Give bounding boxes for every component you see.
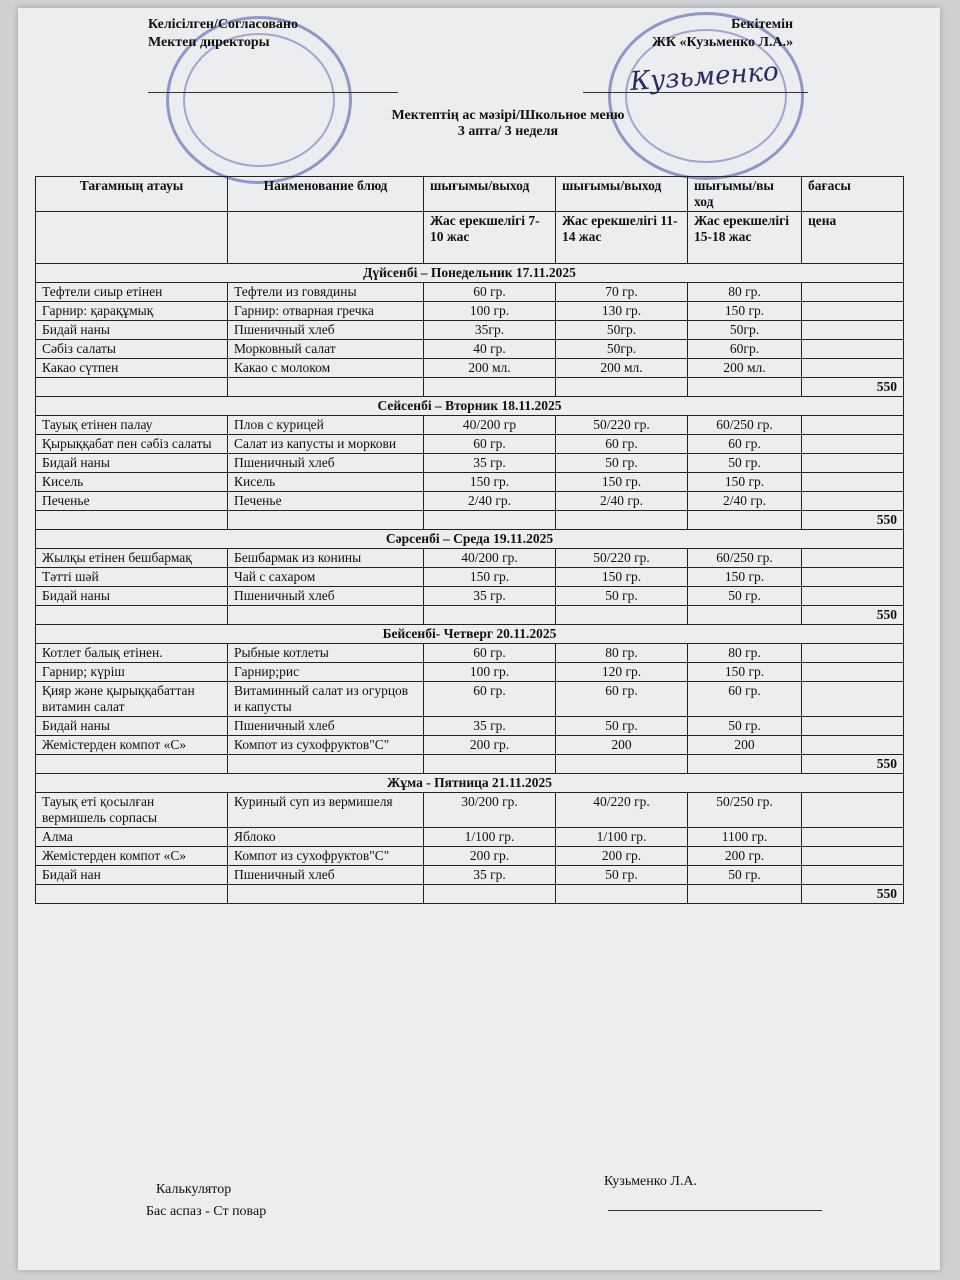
price-label: цена — [802, 212, 904, 264]
table-row — [36, 283, 904, 302]
day-header-row — [36, 625, 904, 644]
output-11-14: 80 гр. — [556, 644, 688, 663]
output-11-14: 50гр. — [556, 321, 688, 340]
day-title: Дүйсенбі – Понедельник 17.11.2025 — [36, 264, 904, 283]
menu-title-line2: 3 апта/ 3 неделя — [457, 124, 559, 139]
price-cell — [802, 549, 904, 568]
output-15-18: 150 гр. — [688, 663, 802, 682]
output-15-18: 60/250 гр. — [688, 549, 802, 568]
output-15-18: 50гр. — [688, 321, 802, 340]
approve-label: Бекітемін — [731, 17, 794, 32]
table-row — [36, 847, 904, 866]
table-row — [36, 302, 904, 321]
output-7-10: 100 гр. — [424, 302, 556, 321]
day-total-price: 550 — [802, 511, 904, 530]
approval-left — [148, 16, 298, 52]
output-7-10: 40/200 гр — [424, 416, 556, 435]
output-15-18: 60 гр. — [688, 435, 802, 454]
table-row — [36, 682, 904, 717]
dish-name-ru: Рыбные котлеты — [228, 644, 424, 663]
dish-name-ru: Пшеничный хлеб — [228, 717, 424, 736]
dish-name-ru: Гарнир: отварная гречка — [228, 302, 424, 321]
dish-name-ru: Куриный суп из вермишеля — [228, 793, 424, 828]
price-cell — [802, 435, 904, 454]
dish-name-kz: Бидай наны — [36, 454, 228, 473]
menu-table — [35, 176, 904, 904]
col-output-2: шығымы/выход — [556, 177, 688, 212]
dish-name-kz: Печенье — [36, 492, 228, 511]
day-total-row — [36, 378, 904, 397]
price-cell — [802, 302, 904, 321]
output-11-14: 200 — [556, 736, 688, 755]
table-row — [36, 416, 904, 435]
day-total-row — [36, 511, 904, 530]
output-15-18: 60гр. — [688, 340, 802, 359]
output-7-10: 60 гр. — [424, 644, 556, 663]
output-7-10: 30/200 гр. — [424, 793, 556, 828]
col-price: бағасы — [802, 177, 904, 212]
dish-name-ru: Пшеничный хлеб — [228, 454, 424, 473]
price-cell — [802, 473, 904, 492]
output-7-10: 40/200 гр. — [424, 549, 556, 568]
output-11-14: 200 мл. — [556, 359, 688, 378]
menu-body — [36, 264, 904, 904]
day-title: Бейсенбі- Четверг 20.11.2025 — [36, 625, 904, 644]
dish-name-ru: Плов с курицей — [228, 416, 424, 435]
day-header-row — [36, 530, 904, 549]
output-7-10: 35 гр. — [424, 717, 556, 736]
signer-line — [608, 1210, 822, 1211]
price-cell — [802, 359, 904, 378]
director-signature-line — [148, 92, 398, 93]
menu-title-line1: Мектептің ас мәзірі/Школьное меню — [391, 108, 625, 123]
output-11-14: 60 гр. — [556, 682, 688, 717]
output-7-10: 200 гр. — [424, 847, 556, 866]
output-15-18: 60 гр. — [688, 682, 802, 717]
price-cell — [802, 736, 904, 755]
dish-name-kz: Гарнир: қарақұмық — [36, 302, 228, 321]
day-title: Сейсенбі – Вторник 18.11.2025 — [36, 397, 904, 416]
table-row — [36, 549, 904, 568]
table-row — [36, 717, 904, 736]
school-director-label: Мектеп директоры — [148, 35, 270, 50]
table-row — [36, 435, 904, 454]
dish-name-ru: Пшеничный хлеб — [228, 321, 424, 340]
dish-name-kz: Тефтели сиыр етінен — [36, 283, 228, 302]
dish-name-kz: Тауық етінен палау — [36, 416, 228, 435]
table-row — [36, 793, 904, 828]
table-row — [36, 644, 904, 663]
table-row — [36, 663, 904, 682]
dish-name-ru: Морковный салат — [228, 340, 424, 359]
price-cell — [802, 283, 904, 302]
price-cell — [802, 828, 904, 847]
output-11-14: 50/220 гр. — [556, 416, 688, 435]
output-11-14: 50 гр. — [556, 454, 688, 473]
dish-name-kz: Бидай наны — [36, 321, 228, 340]
col-output-1: шығымы/выход — [424, 177, 556, 212]
dish-name-kz: Жемістерден компот «С» — [36, 847, 228, 866]
output-15-18: 60/250 гр. — [688, 416, 802, 435]
day-header-row — [36, 397, 904, 416]
dish-name-ru: Пшеничный хлеб — [228, 587, 424, 606]
table-row — [36, 866, 904, 885]
col-name-kz: Тағамның атауы — [36, 177, 228, 212]
age-group-7-10: Жас ерекшелігі 7-10 жас — [424, 212, 556, 264]
output-7-10: 100 гр. — [424, 663, 556, 682]
output-15-18: 50 гр. — [688, 866, 802, 885]
dish-name-ru: Компот из сухофруктов"С" — [228, 736, 424, 755]
output-7-10: 35гр. — [424, 321, 556, 340]
dish-name-kz: Жемістерден компот «С» — [36, 736, 228, 755]
output-7-10: 200 мл. — [424, 359, 556, 378]
day-total-row — [36, 755, 904, 774]
dish-name-ru: Гарнир;рис — [228, 663, 424, 682]
dish-name-kz: Бидай наны — [36, 587, 228, 606]
dish-name-kz: Бидай наны — [36, 717, 228, 736]
menu-title — [318, 108, 698, 140]
output-15-18: 200 мл. — [688, 359, 802, 378]
dish-name-kz: Сәбіз салаты — [36, 340, 228, 359]
price-cell — [802, 644, 904, 663]
output-11-14: 50 гр. — [556, 866, 688, 885]
output-15-18: 150 гр. — [688, 568, 802, 587]
price-cell — [802, 492, 904, 511]
price-cell — [802, 416, 904, 435]
output-11-14: 150 гр. — [556, 568, 688, 587]
table-row — [36, 736, 904, 755]
header-row — [36, 177, 904, 212]
price-cell — [802, 321, 904, 340]
price-cell — [802, 793, 904, 828]
dish-name-kz: Жылқы етінен бешбармақ — [36, 549, 228, 568]
output-15-18: 200 — [688, 736, 802, 755]
day-header-row — [36, 264, 904, 283]
output-15-18: 50 гр. — [688, 454, 802, 473]
output-15-18: 50 гр. — [688, 587, 802, 606]
dish-name-ru: Тефтели из говядины — [228, 283, 424, 302]
table-row — [36, 568, 904, 587]
table-row — [36, 359, 904, 378]
dish-name-ru: Яблоко — [228, 828, 424, 847]
output-7-10: 35 гр. — [424, 587, 556, 606]
dish-name-kz: Қырыққабат пен сәбіз салаты — [36, 435, 228, 454]
output-7-10: 150 гр. — [424, 568, 556, 587]
output-11-14: 1/100 гр. — [556, 828, 688, 847]
dish-name-ru: Бешбармак из конины — [228, 549, 424, 568]
output-11-14: 150 гр. — [556, 473, 688, 492]
dish-name-ru: Кисель — [228, 473, 424, 492]
price-cell — [802, 340, 904, 359]
dish-name-kz: Алма — [36, 828, 228, 847]
table-row — [36, 492, 904, 511]
age-group-15-18: Жас ерекшелігі 15-18 жас — [688, 212, 802, 264]
dish-name-ru: Пшеничный хлеб — [228, 866, 424, 885]
signer-name: Кузьменко Л.А. — [604, 1174, 697, 1189]
dish-name-ru: Витаминный салат из огурцов и капусты — [228, 682, 424, 717]
output-15-18: 2/40 гр. — [688, 492, 802, 511]
dish-name-kz: Котлет балық етінен. — [36, 644, 228, 663]
output-7-10: 150 гр. — [424, 473, 556, 492]
output-11-14: 50 гр. — [556, 587, 688, 606]
output-11-14: 120 гр. — [556, 663, 688, 682]
dish-name-kz: Кисель — [36, 473, 228, 492]
day-total-price: 550 — [802, 606, 904, 625]
price-cell — [802, 454, 904, 473]
output-7-10: 35 гр. — [424, 454, 556, 473]
handwritten-signature: Кузьменко — [629, 56, 780, 98]
col-name-ru: Наименование блюд — [228, 177, 424, 212]
day-total-row — [36, 885, 904, 904]
table-row — [36, 828, 904, 847]
head-cook-label: Бас аспаз - Ст повар — [146, 1204, 267, 1219]
output-15-18: 150 гр. — [688, 302, 802, 321]
day-header-row — [36, 774, 904, 793]
subheader-row — [36, 212, 904, 264]
output-7-10: 60 гр. — [424, 682, 556, 717]
price-cell — [802, 663, 904, 682]
output-15-18: 50/250 гр. — [688, 793, 802, 828]
dish-name-ru: Чай с сахаром — [228, 568, 424, 587]
day-total-row — [36, 606, 904, 625]
dish-name-kz: Какао сүтпен — [36, 359, 228, 378]
table-row — [36, 587, 904, 606]
dish-name-ru: Салат из капусты и моркови — [228, 435, 424, 454]
price-cell — [802, 587, 904, 606]
output-15-18: 50 гр. — [688, 717, 802, 736]
day-total-price: 550 — [802, 755, 904, 774]
price-cell — [802, 847, 904, 866]
output-15-18: 1100 гр. — [688, 828, 802, 847]
price-cell — [802, 568, 904, 587]
table-row — [36, 473, 904, 492]
day-title: Жұма - Пятница 21.11.2025 — [36, 774, 904, 793]
price-cell — [802, 866, 904, 885]
output-15-18: 150 гр. — [688, 473, 802, 492]
entrepreneur-label: ЖК «Кузьменко Л.А.» — [652, 35, 794, 50]
output-11-14: 40/220 гр. — [556, 793, 688, 828]
output-7-10: 35 гр. — [424, 866, 556, 885]
agreed-label: Келісілген/Согласовано — [148, 17, 298, 32]
output-7-10: 1/100 гр. — [424, 828, 556, 847]
output-11-14: 50/220 гр. — [556, 549, 688, 568]
table-row — [36, 454, 904, 473]
dish-name-ru: Какао с молоком — [228, 359, 424, 378]
output-11-14: 50 гр. — [556, 717, 688, 736]
output-7-10: 2/40 гр. — [424, 492, 556, 511]
output-7-10: 60 гр. — [424, 283, 556, 302]
dish-name-kz: Тауық еті қосылған вермишель сорпасы — [36, 793, 228, 828]
dish-name-kz: Қияр және қырыққабаттан витамин салат — [36, 682, 228, 717]
approver-signature-line — [583, 92, 808, 93]
dish-name-kz: Бидай нан — [36, 866, 228, 885]
output-11-14: 50гр. — [556, 340, 688, 359]
output-11-14: 60 гр. — [556, 435, 688, 454]
output-11-14: 200 гр. — [556, 847, 688, 866]
table-row — [36, 321, 904, 340]
day-total-price: 550 — [802, 378, 904, 397]
output-11-14: 130 гр. — [556, 302, 688, 321]
output-7-10: 200 гр. — [424, 736, 556, 755]
output-15-18: 80 гр. — [688, 283, 802, 302]
price-cell — [802, 682, 904, 717]
approval-right — [652, 16, 793, 52]
col-output-3: шығымы/вы ход — [688, 177, 802, 212]
dish-name-kz: Гарнир; күріш — [36, 663, 228, 682]
calculator-label: Калькулятор — [156, 1182, 232, 1197]
price-cell — [802, 717, 904, 736]
dish-name-ru: Печенье — [228, 492, 424, 511]
output-15-18: 200 гр. — [688, 847, 802, 866]
output-7-10: 40 гр. — [424, 340, 556, 359]
dish-name-kz: Тәтті шәй — [36, 568, 228, 587]
age-group-11-14: Жас ерекшелігі 11-14 жас — [556, 212, 688, 264]
dish-name-ru: Компот из сухофруктов"С" — [228, 847, 424, 866]
day-title: Сәрсенбі – Среда 19.11.2025 — [36, 530, 904, 549]
day-total-price: 550 — [802, 885, 904, 904]
output-11-14: 70 гр. — [556, 283, 688, 302]
output-15-18: 80 гр. — [688, 644, 802, 663]
table-row — [36, 340, 904, 359]
output-11-14: 2/40 гр. — [556, 492, 688, 511]
output-7-10: 60 гр. — [424, 435, 556, 454]
